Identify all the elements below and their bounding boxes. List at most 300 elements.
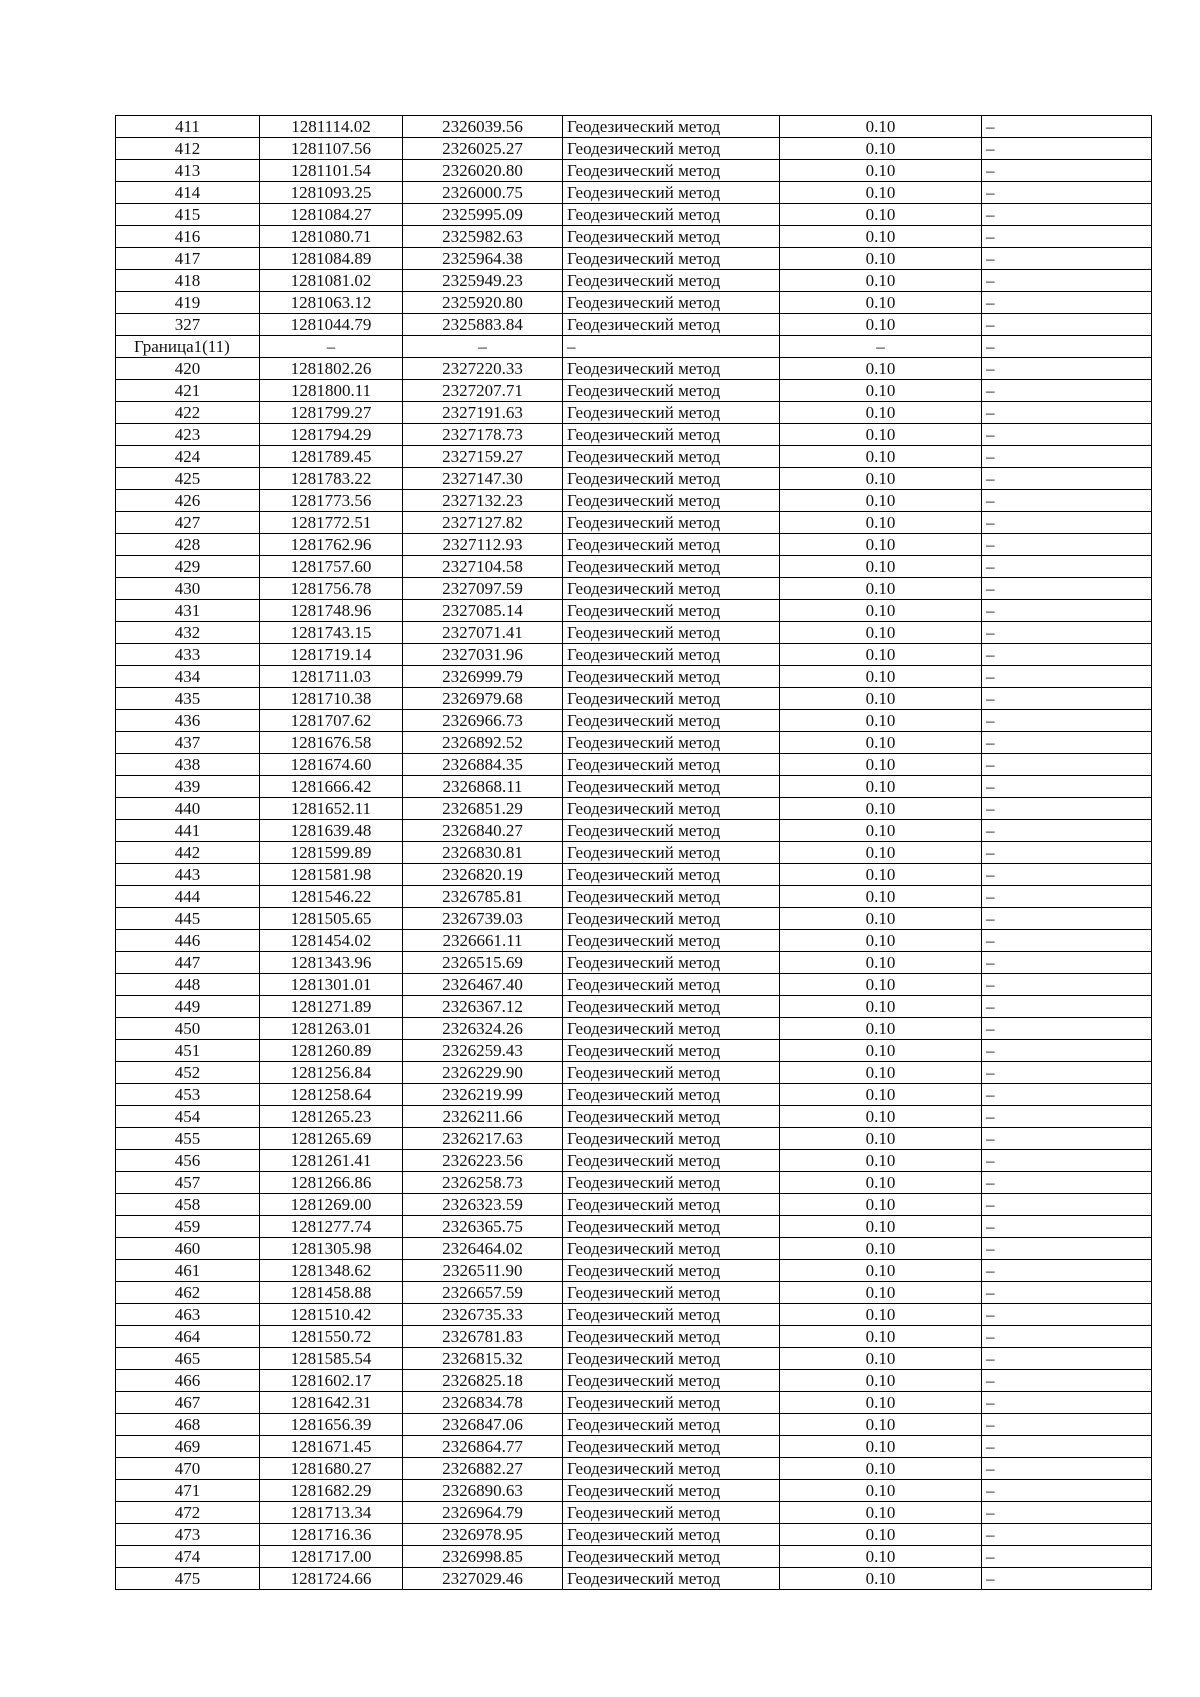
- method-cell: Геодезический метод: [563, 424, 780, 446]
- accuracy-cell: 0.10: [780, 996, 982, 1018]
- description-cell: –: [982, 116, 1152, 138]
- y-coordinate-cell: 2326966.73: [403, 710, 563, 732]
- method-cell: Геодезический метод: [563, 160, 780, 182]
- y-coordinate-cell: 2327178.73: [403, 424, 563, 446]
- y-coordinate-cell: 2327104.58: [403, 556, 563, 578]
- method-cell: Геодезический метод: [563, 468, 780, 490]
- y-coordinate-cell: 2326211.66: [403, 1106, 563, 1128]
- y-coordinate-cell: 2325949.23: [403, 270, 563, 292]
- description-cell: –: [982, 160, 1152, 182]
- accuracy-cell: 0.10: [780, 402, 982, 424]
- point-number-cell: 475: [116, 1568, 260, 1590]
- point-number-cell: 448: [116, 974, 260, 996]
- description-cell: –: [982, 358, 1152, 380]
- table-row: [116, 358, 1152, 380]
- description-cell: –: [982, 1458, 1152, 1480]
- description-cell: –: [982, 1282, 1152, 1304]
- y-coordinate-cell: 2326039.56: [403, 116, 563, 138]
- y-coordinate-cell: 2327029.46: [403, 1568, 563, 1590]
- y-coordinate-cell: 2326978.95: [403, 1524, 563, 1546]
- table-row: [116, 1392, 1152, 1414]
- y-coordinate-cell: 2326847.06: [403, 1414, 563, 1436]
- point-number-cell: 470: [116, 1458, 260, 1480]
- x-coordinate-cell: 1281711.03: [260, 666, 403, 688]
- description-cell: –: [982, 534, 1152, 556]
- point-number-cell: 414: [116, 182, 260, 204]
- accuracy-cell: 0.10: [780, 688, 982, 710]
- point-number-cell: 431: [116, 600, 260, 622]
- method-cell: Геодезический метод: [563, 1040, 780, 1062]
- accuracy-cell: 0.10: [780, 1282, 982, 1304]
- method-cell: Геодезический метод: [563, 1458, 780, 1480]
- accuracy-cell: 0.10: [780, 380, 982, 402]
- x-coordinate-cell: 1281719.14: [260, 644, 403, 666]
- description-cell: –: [982, 1106, 1152, 1128]
- x-coordinate-cell: 1281716.36: [260, 1524, 403, 1546]
- point-number-cell: 430: [116, 578, 260, 600]
- point-number-cell: 461: [116, 1260, 260, 1282]
- description-cell: –: [982, 1062, 1152, 1084]
- method-cell: Геодезический метод: [563, 710, 780, 732]
- y-coordinate-cell: 2325883.84: [403, 314, 563, 336]
- point-number-cell: 464: [116, 1326, 260, 1348]
- y-coordinate-cell: 2326025.27: [403, 138, 563, 160]
- point-number-cell: 444: [116, 886, 260, 908]
- method-cell: Геодезический метод: [563, 1062, 780, 1084]
- table-row: [116, 534, 1152, 556]
- method-cell: Геодезический метод: [563, 1106, 780, 1128]
- accuracy-cell: 0.10: [780, 490, 982, 512]
- method-cell: Геодезический метод: [563, 226, 780, 248]
- accuracy-cell: 0.10: [780, 1018, 982, 1040]
- point-number-cell: 437: [116, 732, 260, 754]
- accuracy-cell: 0.10: [780, 1194, 982, 1216]
- description-cell: –: [982, 204, 1152, 226]
- method-cell: Геодезический метод: [563, 1018, 780, 1040]
- table-row: [116, 622, 1152, 644]
- table-row: [116, 1502, 1152, 1524]
- accuracy-cell: 0.10: [780, 1040, 982, 1062]
- accuracy-cell: 0.10: [780, 1238, 982, 1260]
- x-coordinate-cell: 1281546.22: [260, 886, 403, 908]
- table-row: [116, 688, 1152, 710]
- point-number-cell: 445: [116, 908, 260, 930]
- x-coordinate-cell: 1281510.42: [260, 1304, 403, 1326]
- y-coordinate-cell: 2326864.77: [403, 1436, 563, 1458]
- description-cell: –: [982, 578, 1152, 600]
- accuracy-cell: 0.10: [780, 1216, 982, 1238]
- x-coordinate-cell: 1281680.27: [260, 1458, 403, 1480]
- x-coordinate-cell: 1281261.41: [260, 1150, 403, 1172]
- x-coordinate-cell: 1281505.65: [260, 908, 403, 930]
- x-coordinate-cell: 1281454.02: [260, 930, 403, 952]
- table-row: [116, 842, 1152, 864]
- accuracy-cell: 0.10: [780, 776, 982, 798]
- y-coordinate-cell: 2326511.90: [403, 1260, 563, 1282]
- point-number-cell: 420: [116, 358, 260, 380]
- table-row: [116, 1238, 1152, 1260]
- table-row: [116, 1568, 1152, 1590]
- accuracy-cell: 0.10: [780, 1524, 982, 1546]
- x-coordinate-cell: 1281063.12: [260, 292, 403, 314]
- y-coordinate-cell: 2326217.63: [403, 1128, 563, 1150]
- y-coordinate-cell: 2326657.59: [403, 1282, 563, 1304]
- table-row: [116, 1546, 1152, 1568]
- point-number-cell: 423: [116, 424, 260, 446]
- y-coordinate-cell: 2326884.35: [403, 754, 563, 776]
- description-cell: –: [982, 622, 1152, 644]
- y-coordinate-cell: 2326851.29: [403, 798, 563, 820]
- x-coordinate-cell: 1281642.31: [260, 1392, 403, 1414]
- description-cell: –: [982, 974, 1152, 996]
- accuracy-cell: 0.10: [780, 248, 982, 270]
- method-cell: Геодезический метод: [563, 622, 780, 644]
- table-row: [116, 886, 1152, 908]
- description-cell: –: [982, 1436, 1152, 1458]
- point-number-cell: 433: [116, 644, 260, 666]
- y-coordinate-cell: 2326259.43: [403, 1040, 563, 1062]
- y-coordinate-cell: 2327220.33: [403, 358, 563, 380]
- table-row: [116, 182, 1152, 204]
- accuracy-cell: 0.10: [780, 314, 982, 336]
- table-row: [116, 732, 1152, 754]
- accuracy-cell: 0.10: [780, 424, 982, 446]
- point-number-cell: 440: [116, 798, 260, 820]
- point-number-cell: 456: [116, 1150, 260, 1172]
- table-row: [116, 578, 1152, 600]
- table-row: [116, 270, 1152, 292]
- point-number-cell: 443: [116, 864, 260, 886]
- x-coordinate-cell: 1281713.34: [260, 1502, 403, 1524]
- method-cell: Геодезический метод: [563, 1084, 780, 1106]
- accuracy-cell: 0.10: [780, 556, 982, 578]
- y-coordinate-cell: 2326825.18: [403, 1370, 563, 1392]
- accuracy-cell: 0.10: [780, 160, 982, 182]
- point-number-cell: 457: [116, 1172, 260, 1194]
- method-cell: Геодезический метод: [563, 930, 780, 952]
- y-coordinate-cell: 2326735.33: [403, 1304, 563, 1326]
- accuracy-cell: 0.10: [780, 974, 982, 996]
- description-cell: –: [982, 270, 1152, 292]
- table-row: [116, 380, 1152, 402]
- description-cell: –: [982, 446, 1152, 468]
- accuracy-cell: 0.10: [780, 886, 982, 908]
- x-coordinate-cell: 1281757.60: [260, 556, 403, 578]
- method-cell: Геодезический метод: [563, 644, 780, 666]
- accuracy-cell: 0.10: [780, 226, 982, 248]
- description-cell: –: [982, 798, 1152, 820]
- method-cell: Геодезический метод: [563, 182, 780, 204]
- accuracy-cell: 0.10: [780, 622, 982, 644]
- point-number-cell: 468: [116, 1414, 260, 1436]
- description-cell: –: [982, 644, 1152, 666]
- x-coordinate-cell: 1281748.96: [260, 600, 403, 622]
- description-cell: –: [982, 138, 1152, 160]
- y-coordinate-cell: 2326830.81: [403, 842, 563, 864]
- description-cell: –: [982, 842, 1152, 864]
- table-row: [116, 908, 1152, 930]
- point-number-cell: 327: [116, 314, 260, 336]
- description-cell: –: [982, 864, 1152, 886]
- y-coordinate-cell: 2326324.26: [403, 1018, 563, 1040]
- method-cell: Геодезический метод: [563, 666, 780, 688]
- table-row: [116, 1260, 1152, 1282]
- point-number-cell: 428: [116, 534, 260, 556]
- method-cell: Геодезический метод: [563, 864, 780, 886]
- y-coordinate-cell: 2325995.09: [403, 204, 563, 226]
- table-row: [116, 1172, 1152, 1194]
- y-coordinate-cell: 2326464.02: [403, 1238, 563, 1260]
- table-row: [116, 402, 1152, 424]
- y-coordinate-cell: 2326739.03: [403, 908, 563, 930]
- y-coordinate-cell: 2326892.52: [403, 732, 563, 754]
- description-cell: –: [982, 886, 1152, 908]
- y-coordinate-cell: 2326515.69: [403, 952, 563, 974]
- x-coordinate-cell: 1281277.74: [260, 1216, 403, 1238]
- description-cell: –: [982, 1392, 1152, 1414]
- y-coordinate-cell: 2327112.93: [403, 534, 563, 556]
- x-coordinate-cell: 1281756.78: [260, 578, 403, 600]
- coordinates-table-body: [116, 116, 1152, 1590]
- description-cell: –: [982, 512, 1152, 534]
- method-cell: –: [563, 336, 780, 358]
- y-coordinate-cell: 2327097.59: [403, 578, 563, 600]
- y-coordinate-cell: 2326834.78: [403, 1392, 563, 1414]
- x-coordinate-cell: 1281602.17: [260, 1370, 403, 1392]
- accuracy-cell: 0.10: [780, 468, 982, 490]
- x-coordinate-cell: 1281799.27: [260, 402, 403, 424]
- method-cell: Геодезический метод: [563, 908, 780, 930]
- x-coordinate-cell: 1281084.89: [260, 248, 403, 270]
- accuracy-cell: 0.10: [780, 1370, 982, 1392]
- y-coordinate-cell: 2326840.27: [403, 820, 563, 842]
- table-row: [116, 798, 1152, 820]
- method-cell: Геодезический метод: [563, 600, 780, 622]
- table-row: [116, 314, 1152, 336]
- accuracy-cell: 0.10: [780, 754, 982, 776]
- y-coordinate-cell: 2326219.99: [403, 1084, 563, 1106]
- method-cell: Геодезический метод: [563, 270, 780, 292]
- x-coordinate-cell: 1281789.45: [260, 446, 403, 468]
- method-cell: Геодезический метод: [563, 490, 780, 512]
- x-coordinate-cell: 1281783.22: [260, 468, 403, 490]
- x-coordinate-cell: 1281343.96: [260, 952, 403, 974]
- description-cell: –: [982, 908, 1152, 930]
- method-cell: Геодезический метод: [563, 1172, 780, 1194]
- description-cell: –: [982, 1040, 1152, 1062]
- y-coordinate-cell: 2326964.79: [403, 1502, 563, 1524]
- y-coordinate-cell: 2325964.38: [403, 248, 563, 270]
- x-coordinate-cell: 1281676.58: [260, 732, 403, 754]
- x-coordinate-cell: 1281271.89: [260, 996, 403, 1018]
- x-coordinate-cell: 1281717.00: [260, 1546, 403, 1568]
- x-coordinate-cell: 1281800.11: [260, 380, 403, 402]
- accuracy-cell: 0.10: [780, 1546, 982, 1568]
- x-coordinate-cell: 1281802.26: [260, 358, 403, 380]
- description-cell: –: [982, 1238, 1152, 1260]
- x-coordinate-cell: 1281084.27: [260, 204, 403, 226]
- method-cell: Геодезический метод: [563, 1194, 780, 1216]
- x-coordinate-cell: 1281674.60: [260, 754, 403, 776]
- point-number-cell: 424: [116, 446, 260, 468]
- description-cell: –: [982, 600, 1152, 622]
- table-row: [116, 600, 1152, 622]
- accuracy-cell: 0.10: [780, 1260, 982, 1282]
- description-cell: –: [982, 1304, 1152, 1326]
- point-number-cell: 415: [116, 204, 260, 226]
- y-coordinate-cell: 2326882.27: [403, 1458, 563, 1480]
- description-cell: –: [982, 1502, 1152, 1524]
- table-row: [116, 512, 1152, 534]
- accuracy-cell: 0.10: [780, 446, 982, 468]
- point-number-cell: 419: [116, 292, 260, 314]
- y-coordinate-cell: 2326661.11: [403, 930, 563, 952]
- table-row: [116, 160, 1152, 182]
- point-number-cell: 460: [116, 1238, 260, 1260]
- point-number-cell: 441: [116, 820, 260, 842]
- description-cell: –: [982, 556, 1152, 578]
- point-number-cell: 416: [116, 226, 260, 248]
- description-cell: –: [982, 248, 1152, 270]
- x-coordinate-cell: 1281265.23: [260, 1106, 403, 1128]
- description-cell: –: [982, 1568, 1152, 1590]
- y-coordinate-cell: 2327031.96: [403, 644, 563, 666]
- table-row: [116, 1194, 1152, 1216]
- point-number-cell: 459: [116, 1216, 260, 1238]
- description-cell: –: [982, 1260, 1152, 1282]
- accuracy-cell: 0.10: [780, 1084, 982, 1106]
- x-coordinate-cell: 1281107.56: [260, 138, 403, 160]
- y-coordinate-cell: 2327085.14: [403, 600, 563, 622]
- table-row: [116, 1304, 1152, 1326]
- method-cell: Геодезический метод: [563, 556, 780, 578]
- x-coordinate-cell: 1281258.64: [260, 1084, 403, 1106]
- table-row: [116, 1062, 1152, 1084]
- x-coordinate-cell: 1281743.15: [260, 622, 403, 644]
- table-row: [116, 1040, 1152, 1062]
- table-row: [116, 1106, 1152, 1128]
- description-cell: –: [982, 1194, 1152, 1216]
- accuracy-cell: 0.10: [780, 644, 982, 666]
- description-cell: –: [982, 424, 1152, 446]
- y-coordinate-cell: 2326785.81: [403, 886, 563, 908]
- description-cell: –: [982, 1216, 1152, 1238]
- method-cell: Геодезический метод: [563, 1304, 780, 1326]
- point-number-cell: 425: [116, 468, 260, 490]
- accuracy-cell: –: [780, 336, 982, 358]
- method-cell: Геодезический метод: [563, 732, 780, 754]
- table-row: [116, 292, 1152, 314]
- table-row: [116, 424, 1152, 446]
- point-number-cell: 411: [116, 116, 260, 138]
- method-cell: Геодезический метод: [563, 358, 780, 380]
- x-coordinate-cell: 1281301.01: [260, 974, 403, 996]
- description-cell: –: [982, 402, 1152, 424]
- y-coordinate-cell: 2326367.12: [403, 996, 563, 1018]
- table-row: [116, 1370, 1152, 1392]
- y-coordinate-cell: 2326868.11: [403, 776, 563, 798]
- point-number-cell: 455: [116, 1128, 260, 1150]
- point-number-cell: 427: [116, 512, 260, 534]
- y-coordinate-cell: 2326229.90: [403, 1062, 563, 1084]
- x-coordinate-cell: 1281710.38: [260, 688, 403, 710]
- accuracy-cell: 0.10: [780, 908, 982, 930]
- description-cell: –: [982, 468, 1152, 490]
- method-cell: Геодезический метод: [563, 1216, 780, 1238]
- method-cell: Геодезический метод: [563, 446, 780, 468]
- table-row: [116, 754, 1152, 776]
- table-row: [116, 1326, 1152, 1348]
- description-cell: –: [982, 666, 1152, 688]
- point-number-cell: 452: [116, 1062, 260, 1084]
- table-row: [116, 666, 1152, 688]
- y-coordinate-cell: 2326223.56: [403, 1150, 563, 1172]
- x-coordinate-cell: 1281080.71: [260, 226, 403, 248]
- point-number-cell: 467: [116, 1392, 260, 1414]
- point-number-cell: 471: [116, 1480, 260, 1502]
- point-number-cell: 442: [116, 842, 260, 864]
- method-cell: Геодезический метод: [563, 1436, 780, 1458]
- point-number-cell: 436: [116, 710, 260, 732]
- accuracy-cell: 0.10: [780, 952, 982, 974]
- coordinates-table: [115, 115, 1152, 1590]
- accuracy-cell: 0.10: [780, 1128, 982, 1150]
- description-cell: –: [982, 1172, 1152, 1194]
- table-row: [116, 468, 1152, 490]
- point-number-cell: 434: [116, 666, 260, 688]
- point-number-cell: 421: [116, 380, 260, 402]
- point-number-cell: 451: [116, 1040, 260, 1062]
- description-cell: –: [982, 710, 1152, 732]
- description-cell: –: [982, 490, 1152, 512]
- accuracy-cell: 0.10: [780, 292, 982, 314]
- point-number-cell: 439: [116, 776, 260, 798]
- x-coordinate-cell: 1281772.51: [260, 512, 403, 534]
- method-cell: Геодезический метод: [563, 204, 780, 226]
- point-number-cell: 412: [116, 138, 260, 160]
- y-coordinate-cell: 2326998.85: [403, 1546, 563, 1568]
- point-number-cell: 474: [116, 1546, 260, 1568]
- y-coordinate-cell: 2326365.75: [403, 1216, 563, 1238]
- method-cell: Геодезический метод: [563, 1348, 780, 1370]
- x-coordinate-cell: 1281724.66: [260, 1568, 403, 1590]
- point-number-cell: 435: [116, 688, 260, 710]
- method-cell: Геодезический метод: [563, 1414, 780, 1436]
- description-cell: –: [982, 776, 1152, 798]
- accuracy-cell: 0.10: [780, 600, 982, 622]
- method-cell: Геодезический метод: [563, 798, 780, 820]
- method-cell: Геодезический метод: [563, 1282, 780, 1304]
- method-cell: Геодезический метод: [563, 1546, 780, 1568]
- table-row: [116, 644, 1152, 666]
- point-number-cell: 466: [116, 1370, 260, 1392]
- method-cell: Геодезический метод: [563, 974, 780, 996]
- table-row: [116, 1524, 1152, 1546]
- description-cell: –: [982, 930, 1152, 952]
- method-cell: Геодезический метод: [563, 1524, 780, 1546]
- x-coordinate-cell: 1281599.89: [260, 842, 403, 864]
- table-row: [116, 490, 1152, 512]
- description-cell: –: [982, 1326, 1152, 1348]
- point-number-cell: 429: [116, 556, 260, 578]
- y-coordinate-cell: 2326820.19: [403, 864, 563, 886]
- method-cell: Геодезический метод: [563, 380, 780, 402]
- table-row: [116, 1128, 1152, 1150]
- point-number-cell: 426: [116, 490, 260, 512]
- description-cell: –: [982, 1150, 1152, 1172]
- x-coordinate-cell: 1281550.72: [260, 1326, 403, 1348]
- table-row: [116, 996, 1152, 1018]
